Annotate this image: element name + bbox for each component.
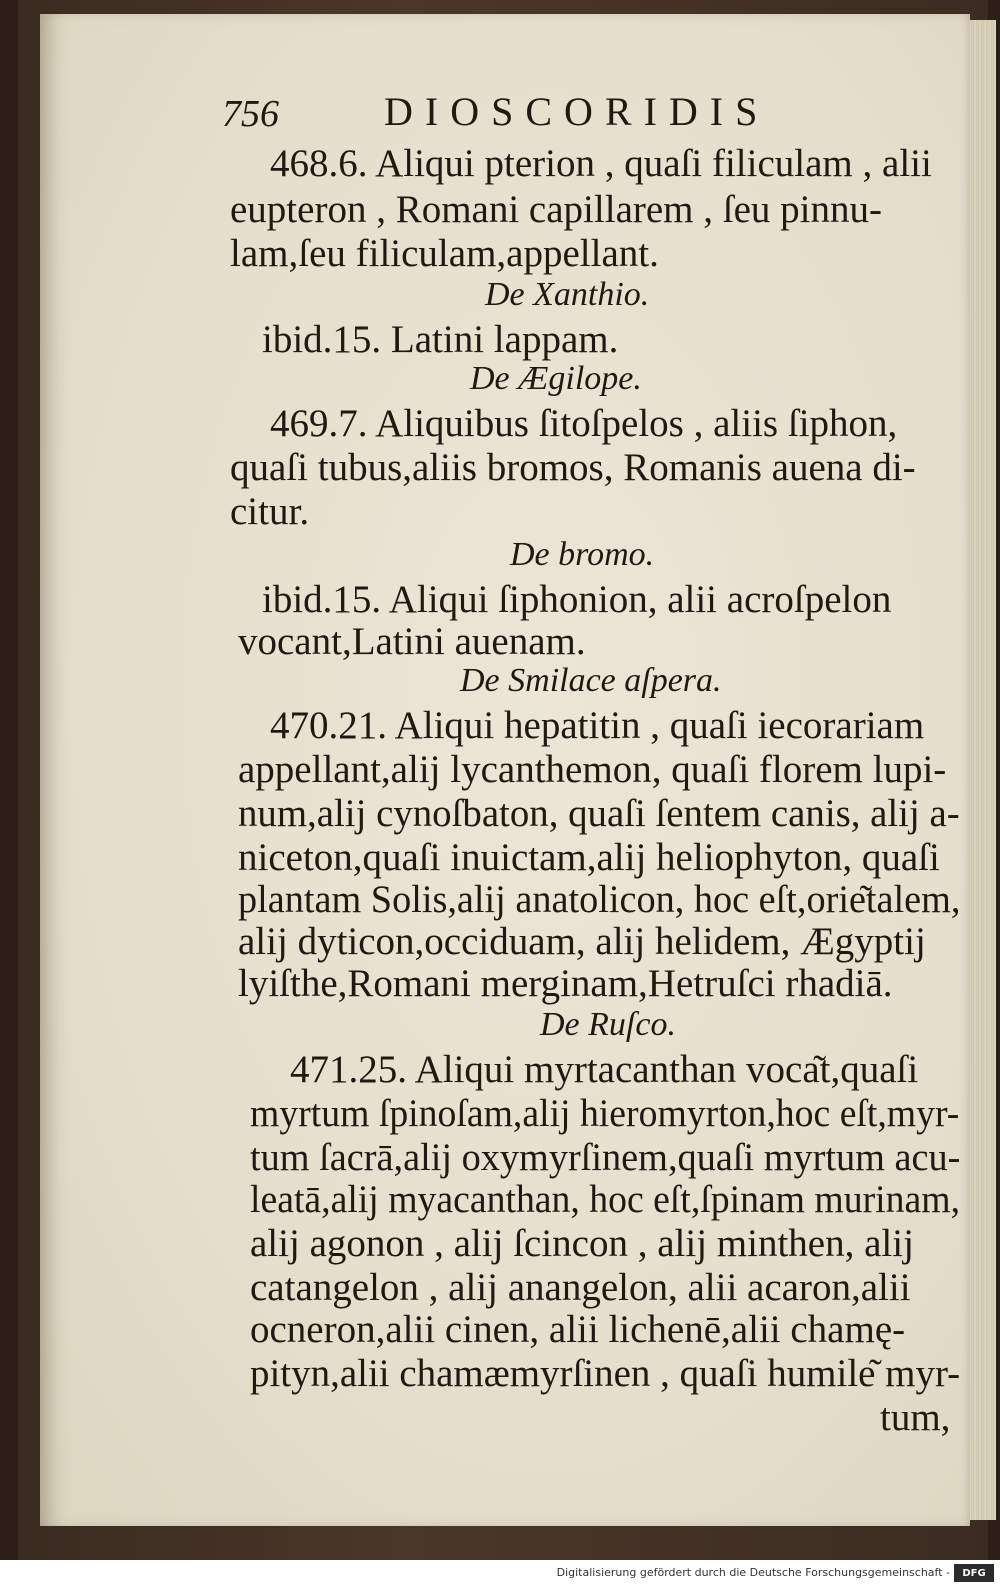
text-line: niceton,quaſi inuictam,alij heliophyton, quaſi bbox=[238, 836, 940, 879]
text-line: num,alij cynoſbaton, quaſi ſentem canis, alij a- bbox=[238, 792, 960, 835]
text-line: pityn,alii chamæmyrſinen , quaſi humile͂ myr- bbox=[250, 1352, 961, 1395]
running-head: DIOSCORIDIS bbox=[384, 89, 770, 134]
funding-credit: Digitalisierung gefördert durch die Deutsche Forschungsgemeinschaft - bbox=[556, 1566, 950, 1579]
digitization-footer bbox=[0, 1560, 1000, 1587]
section-heading: De Smilace aſpera. bbox=[460, 662, 722, 699]
text-line: citur. bbox=[230, 490, 310, 533]
text-line: 470.21. Aliqui hepatitin , quaſi iecorariam bbox=[270, 704, 925, 747]
text-line: alij dyticon,occiduam, alij helidem, Ægyptij bbox=[238, 920, 926, 963]
book-page bbox=[40, 14, 970, 1526]
text-line: ocneron,alii cinen, alii lichenē,alii chamę- bbox=[250, 1308, 906, 1351]
catchword: tum, bbox=[880, 1396, 951, 1439]
text-line: eupteron , Romani capillarem , ſeu pinnu- bbox=[230, 188, 882, 231]
text-line: catangelon , alij anangelon, alii acaron,alii bbox=[250, 1266, 911, 1309]
section-heading: De bromo. bbox=[510, 536, 655, 573]
text-line: 469.7. Aliquibus ſitoſpelos , aliis ſiphon, bbox=[270, 402, 898, 445]
text-line: vocant,Latini auenam. bbox=[238, 620, 586, 663]
text-line: myrtum ſpinoſam,alij hieromyrton,hoc eſt,myr- bbox=[250, 1092, 960, 1135]
text-line: alij agonon , alij ſcincon , alij minthen, alij bbox=[250, 1222, 914, 1265]
text-line: plantam Solis,alij anatolicon, hoc eſt,orie͂talem, bbox=[238, 878, 961, 921]
page-fore-edge bbox=[966, 20, 996, 1520]
page-text bbox=[40, 14, 970, 1526]
text-line: appellant,alij lycanthemon, quaſi florem lupi- bbox=[238, 748, 947, 791]
text-line: tum ſacrā,alij oxymyrſinem,quaſi myrtum acu- bbox=[250, 1136, 961, 1179]
section-heading: De Ruſco. bbox=[540, 1006, 676, 1043]
text-line: lyiſthe,Romani merginam,Hetruſci rhadiā. bbox=[238, 962, 893, 1005]
section-heading: De Ægilope. bbox=[470, 360, 642, 397]
section-heading: De Xanthio. bbox=[485, 276, 650, 313]
text-line: 468.6. Aliqui pterion , quaſi filiculam , alii bbox=[270, 142, 932, 185]
text-line: leatā,alij myacanthan, hoc eſt,ſpinam murinam, bbox=[250, 1178, 961, 1221]
text-line: lam,ſeu filiculam,appellant. bbox=[230, 232, 659, 275]
text-line: 471.25. Aliqui myrtacanthan voca͂t,quaſi bbox=[290, 1048, 919, 1091]
text-line: ibid.15. Latini lappam. bbox=[262, 318, 619, 361]
text-line: quaſi tubus,aliis bromos, Romanis auena di- bbox=[230, 446, 916, 489]
text-line: ibid.15. Aliqui ſiphonion, alii acroſpelon bbox=[262, 578, 892, 621]
page-number: 756 bbox=[222, 93, 279, 135]
dfg-logo-icon: DFG bbox=[954, 1564, 994, 1582]
